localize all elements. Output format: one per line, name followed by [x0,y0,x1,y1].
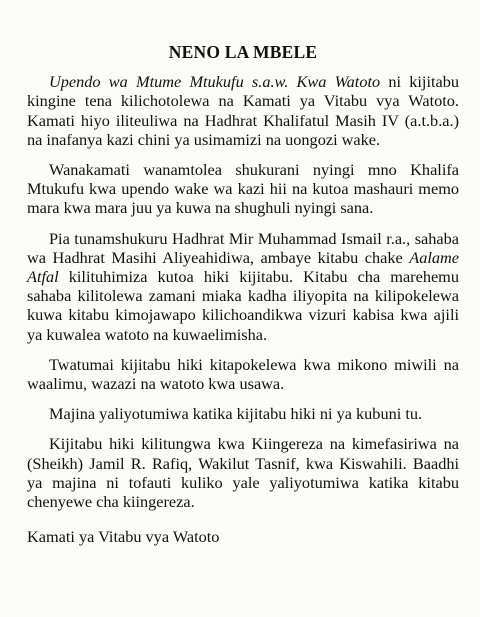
paragraph-3 [27,229,459,344]
paragraph-3-text-after: kilituhimiza kutoa hiki kijitabu. Kitabu cha marehemu sahaba kilitolewa zamani miaka kadha iliyopita na kilipokelewa kuwa kitabu kimojawapo kilichoandikwa vizuri kabisa kwa ajili ya kuwalea watoto na kuwaelimisha. [27,267,459,344]
book-title-italic: Upendo wa Mtume Mtukufu s.a.w. Kwa Watoto [49,72,381,92]
paragraph-1 [27,72,459,149]
paragraph-3-text-before: Pia tunamshukuru Hadhrat Mir Muhammad Ismail r.a., sahaba wa Hadhrat Masihi Aliyeahidiwa, ambaye kitabu chake [27,228,459,267]
page-content [27,43,459,557]
signature: Kamati ya Vitabu vya Watoto [27,527,220,547]
paragraph-6: Kijitabu hiki kilitungwa kwa Kiingereza na kimefasiriwa na (Sheikh) Jamil R. Rafiq, Wakilut Tasnif, kwa Kiswahili. Baadhi ya majina ni tofauti kuliko yale yaliyotumiwa katika kitabu chenyewe cha kiingereza. [27,434,459,512]
page-title: NENO LA MBELE [168,42,318,62]
paragraph-1-text: ni kijitabu kingine tena kilichotolewa na Kamati ya Vitabu vya Watoto. Kamati hiyo iliteuliwa na Hadhrat Khalifatul Masih IV (a.t.b.a.) na inafanya kazi chini ya usimamizi na uongozi wake. [27,72,460,149]
referenced-book-title-italic: Aalame Atfal [27,247,459,287]
paragraph-4: Twatumai kijitabu hiki kitapokelewa kwa mikono miwili na waalimu, wazazi na watoto kwa usawa. [27,354,459,394]
paragraph-5: Majina yaliyotumiwa katika kijitabu hiki ni ya kubuni tu. [49,404,423,424]
paragraph-2: Wanakamati wanamtolea shukurani nyingi mno Khalifa Mtukufu kwa upendo wake wa kazi hii na kutoa mashauri memo mara kwa mara juu ya kuwa na shughuli nyingi sana. [27,160,459,218]
